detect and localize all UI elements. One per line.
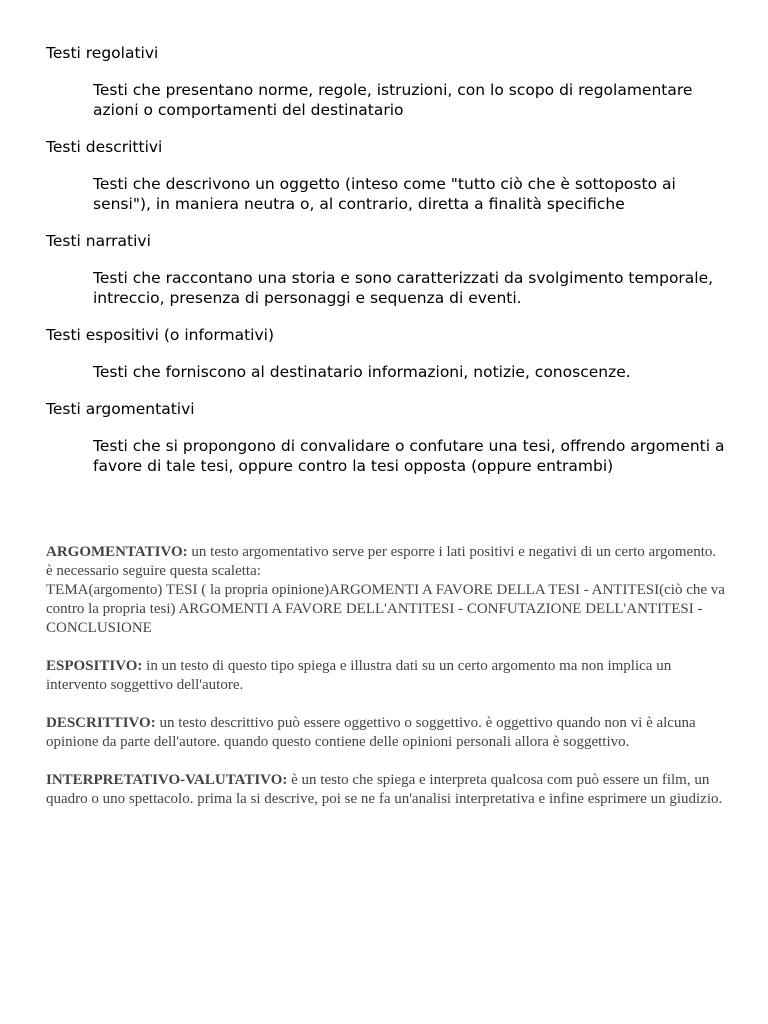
note-label-descrittivo: DESCRITTIVO: <box>46 715 156 731</box>
note-text-descrittivo: un testo descrittivo può essere oggettivo o soggettivo. è oggettivo quando non vi è alcuna opinione da parte dell'autore. quando questo contiene delle opinioni personali allora è soggettivo. <box>46 715 696 750</box>
term-narrativi: Testi narrativi <box>46 232 151 250</box>
description-descrittivi: Testi che descrivono un oggetto (inteso come "tutto ciò che è sottoposto ai sensi"), in maniera neutra o, al contrario, diretta a finalità specifiche <box>93 175 676 213</box>
term-espositivi: Testi espositivi (o informativi) <box>46 326 274 344</box>
note-scheme-argomentativo: TEMA(argomento) TESI ( la propria opinione)ARGOMENTI A FAVORE DELLA TESI - ANTITESI(ciò che va contro la propria tesi) ARGOMENTI A FAVORE DELL'ANTITESI - CONFUTAZIONE DELL'ANTITESI - CONCLUSIONE <box>46 582 725 636</box>
notes-section <box>46 543 726 828</box>
description-argomentativi: Testi che si propongono di convalidare o confutare una tesi, offrendo argomenti a favore di tale tesi, oppure contro la tesi opposta (oppure entrambi) <box>93 437 725 475</box>
note-descrittivo <box>46 714 726 752</box>
description-espositivi: Testi che forniscono al destinatario informazioni, notizie, conoscenze. <box>93 363 631 381</box>
note-text-interpretativo: è un testo che spiega e interpreta qualcosa com può essere un film, un quadro o uno spettacolo. prima la si descrive, poi se ne fa un'analisi interpretativa e infine esprimere un giudizio. <box>46 772 723 807</box>
note-label-espositivo: ESPOSITIVO: <box>46 658 143 674</box>
term-descrittivi: Testi descrittivi <box>46 138 163 156</box>
note-text-argomentativo: un testo argomentativo serve per esporre i lati positivi e negativi di un certo argomento. è necessario seguire questa scaletta: <box>46 544 717 579</box>
note-argomentativo <box>46 543 726 638</box>
note-interpretativo <box>46 771 726 809</box>
term-regolativi: Testi regolativi <box>46 44 159 62</box>
description-narrativi: Testi che raccontano una storia e sono caratterizzati da svolgimento temporale, intreccio, presenza di personaggi e sequenza di eventi. <box>93 269 714 307</box>
note-espositivo <box>46 657 726 695</box>
text-types-list <box>46 43 726 493</box>
note-label-argomentativo: ARGOMENTATIVO: <box>46 544 188 560</box>
note-label-interpretativo: INTERPRETATIVO-VALUTATIVO: <box>46 772 288 788</box>
note-text-espositivo: in un testo di questo tipo spiega e illustra dati su un certo argomento ma non implica un intervento soggettivo dell'autore. <box>46 658 672 693</box>
description-regolativi: Testi che presentano norme, regole, istruzioni, con lo scopo di regolamentare azioni o comportamenti del destinatario <box>93 81 693 119</box>
term-argomentativi: Testi argomentativi <box>46 400 195 418</box>
